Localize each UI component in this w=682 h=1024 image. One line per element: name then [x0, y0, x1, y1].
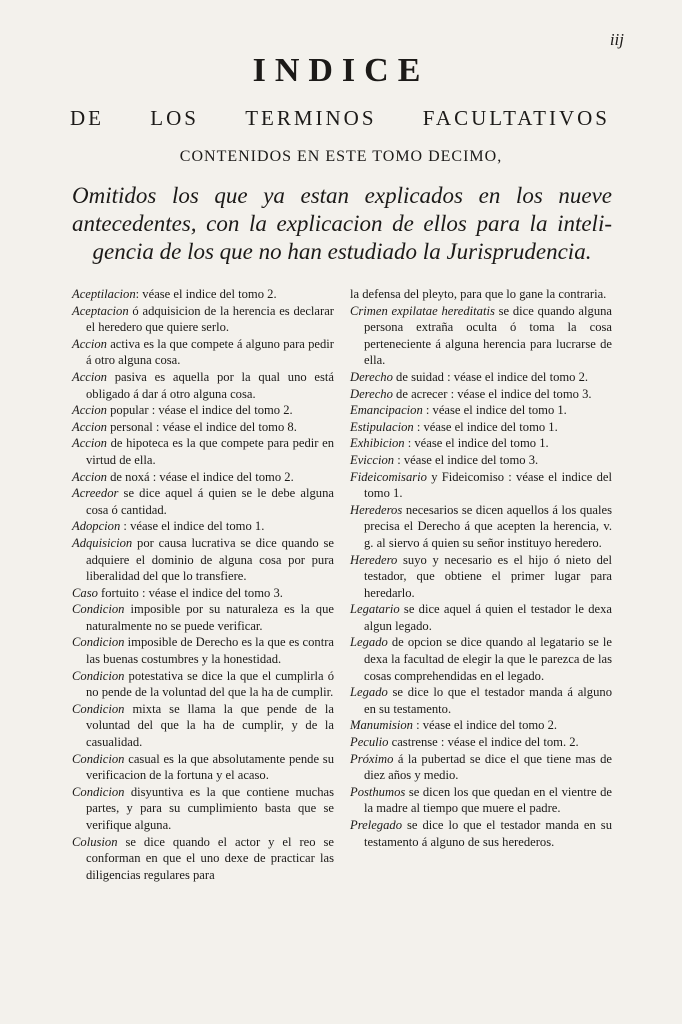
- index-definition: : véase el indice del tomo 1.: [413, 419, 558, 434]
- index-term: Fideicomisario: [350, 469, 427, 484]
- index-entry: [72, 336, 334, 369]
- index-definition: : véase el indice del tomo 1.: [120, 519, 265, 534]
- index-definition: imposible por su naturaleza es la que naturalmente no se puede verificar.: [86, 602, 334, 633]
- index-entry: [350, 817, 612, 850]
- index-entry: [350, 402, 612, 419]
- index-definition: se dice quando el actor y el reo se conforman en que el uno dexe de practicar las diligencias regulares para: [86, 834, 334, 882]
- index-term: Adopcion: [72, 519, 121, 534]
- index-term: Adquisicion: [72, 535, 133, 550]
- index-entry: [350, 717, 612, 734]
- omitidos-line: gencia de los que no han estudiado la Jurisprudencia.: [92, 239, 592, 264]
- index-term: Acreedor: [72, 486, 119, 501]
- index-entry: [350, 419, 612, 436]
- right-column: [350, 286, 612, 883]
- index-term: Herederos: [350, 502, 403, 517]
- contenidos-line: CONTENIDOS EN ESTE TOMO DECIMO,: [179, 148, 503, 165]
- index-definition: se dice lo que el testador manda en su testamento á alguno de sus herederos.: [364, 818, 612, 849]
- index-definition: se dice lo que el testador manda á alguno en su testamento.: [364, 685, 612, 716]
- index-term: Accion: [72, 436, 107, 451]
- index-definition: se dicen los que quedan en el vientre de la madre al tiempo que muere el padre.: [364, 784, 612, 816]
- index-term: Caso: [72, 585, 98, 600]
- index-entry: [350, 734, 612, 751]
- index-entry: [72, 518, 334, 535]
- index-entry: [350, 502, 612, 552]
- index-term: Aceptilacion: [72, 287, 136, 301]
- index-definition: popular : véase el indice del tomo 2.: [106, 403, 293, 418]
- index-entry: [350, 784, 612, 817]
- index-definition: se dice aquel á quien el testador le dexa algun legado.: [364, 602, 612, 633]
- index-definition: personal : véase el indice del tomo 8.: [106, 419, 297, 434]
- index-entry: [350, 386, 612, 403]
- index-entry: [72, 535, 334, 585]
- index-definition: potestativa se dice la que el cumplirla ó no pende de la voluntad del que la ha de cumplir.: [86, 668, 334, 700]
- index-term: Aceptacion: [72, 303, 129, 318]
- index-definition: y Fideicomiso : véase el indice del tomo 1.: [364, 469, 612, 501]
- omitidos-line: Omitidos los que ya estan explicados en los nueve: [72, 183, 612, 208]
- index-term: Prelegado: [350, 818, 402, 832]
- index-entry: [72, 668, 334, 701]
- index-definition: : véase el indice del tomo 2.: [412, 718, 558, 733]
- index-columns: [72, 286, 612, 883]
- index-entry: [72, 286, 334, 303]
- index-definition: se dice aquel á quien se le debe alguna cosa ó cantidad.: [86, 486, 334, 517]
- index-term: Accion: [72, 403, 107, 418]
- page-title: INDICE: [252, 52, 430, 89]
- index-definition: la defensa del pleyto, para que lo gane la contraria.: [350, 287, 607, 301]
- index-definition: : véase el indice del tomo 1.: [404, 436, 549, 451]
- index-term: Peculio: [350, 735, 389, 750]
- index-definition: de acrecer : véase el indice del tomo 3.: [392, 386, 592, 401]
- index-term: Condicion: [72, 635, 125, 650]
- index-term: Colusion: [72, 834, 118, 849]
- index-definition: necesarios se dicen aquellos á los quales precisa el Derecho á que acepten la herencia, v. g. al siervo á quien su señor instituyo heredero.: [364, 502, 612, 550]
- index-term: Heredero: [350, 552, 398, 567]
- index-entry: [72, 419, 334, 436]
- subtitle-word: DE: [70, 106, 104, 130]
- index-entry: [350, 286, 612, 303]
- index-definition: por causa lucrativa se dice quando se adquiere el dominio de alguna cosa por pura liberalidad del que lo transfiere.: [86, 535, 334, 584]
- index-term: Legatario: [350, 602, 400, 617]
- page-number: iij: [609, 30, 624, 49]
- index-entry: [350, 751, 612, 784]
- index-entry: [72, 435, 334, 468]
- index-entry: [350, 303, 612, 369]
- index-entry: [350, 601, 612, 634]
- index-entry: [350, 634, 612, 684]
- index-term: Derecho: [350, 369, 393, 384]
- index-term: Accion: [72, 369, 107, 384]
- subtitle-word: LOS: [150, 106, 199, 130]
- subtitle: [70, 106, 610, 131]
- index-definition: : véase el indice del tomo 2.: [135, 287, 277, 301]
- index-entry: [72, 485, 334, 518]
- index-term: Emancipacion: [350, 403, 423, 418]
- index-entry: [72, 469, 334, 486]
- index-entry: [72, 751, 334, 784]
- index-definition: activa es la que compete á alguno para pedir á otro alguna cosa.: [86, 336, 334, 368]
- index-definition: de opcion se dice quando al legatario se le dexa la facultad de elegir la que le parezca de las cosas comprehendidas en el legado.: [364, 635, 612, 683]
- index-term: Eviccion: [350, 452, 395, 467]
- index-term: Accion: [72, 419, 107, 434]
- index-definition: : véase el indice del tomo 3.: [394, 452, 539, 467]
- index-term: Condicion: [72, 701, 125, 716]
- index-definition: disyuntiva es la que contiene muchas partes, y para su cumplimiento basta que se verifique alguna.: [86, 784, 334, 832]
- index-definition: : véase el indice del tomo 1.: [422, 403, 567, 418]
- index-entry: [350, 552, 612, 602]
- index-definition: imposible de Derecho es la que es contra las buenas costumbres y la honestidad.: [86, 635, 334, 667]
- index-entry: [72, 601, 334, 634]
- index-entry: [350, 469, 612, 502]
- index-entry: [350, 435, 612, 452]
- index-definition: se dice quando alguna persona extraña oculta ó toma la cosa perteneciente á alguna herencia para lucrarse de ella.: [364, 303, 612, 368]
- index-definition: mixta se llama la que pende de la voluntad del que la ha de cumplir, y de la casualidad.: [86, 701, 334, 750]
- index-definition: de noxá : véase el indice del tomo 2.: [106, 469, 294, 484]
- index-term: Condicion: [72, 668, 125, 683]
- index-term: Posthumos: [350, 784, 406, 799]
- index-definition: de hipoteca es la que compete para pedir en virtud de ella.: [86, 436, 334, 467]
- index-definition: ó adquisicion de la herencia es declarar el heredero que quiere serlo.: [86, 303, 334, 335]
- index-term: Legado: [350, 635, 388, 650]
- index-term: Crimen expilatae hereditatis: [350, 303, 495, 318]
- index-term: Accion: [72, 336, 107, 351]
- index-entry: [72, 402, 334, 419]
- index-term: Condicion: [72, 751, 125, 766]
- index-term: Accion: [72, 469, 107, 484]
- index-term: Exhibicion: [350, 436, 405, 451]
- omitidos-paragraph: [72, 182, 612, 266]
- index-definition: casual es la que absolutamente pende su verificacion de la fortuna y el acaso.: [86, 751, 334, 783]
- index-definition: á la pubertad se dice el que tiene mas de diez años y medio.: [364, 751, 612, 783]
- index-definition: de suidad : véase el indice del tomo 2.: [392, 369, 589, 384]
- index-entry: [350, 452, 612, 469]
- omitidos-line: antecedentes, con la explicacion de ellos para la inteli-: [72, 211, 612, 236]
- index-definition: castrense : véase el indice del tom. 2.: [388, 735, 579, 750]
- index-entry: [72, 701, 334, 751]
- index-entry: [350, 684, 612, 717]
- index-term: Condicion: [72, 602, 125, 617]
- index-term: Próximo: [350, 751, 394, 766]
- index-entry: [72, 634, 334, 667]
- index-term: Estipulacion: [350, 419, 414, 434]
- index-term: Derecho: [350, 386, 393, 401]
- index-term: Legado: [350, 685, 388, 700]
- index-entry: [72, 585, 334, 602]
- index-term: Condicion: [72, 784, 125, 799]
- index-entry: [350, 369, 612, 386]
- index-entry: [72, 834, 334, 884]
- index-entry: [72, 303, 334, 336]
- index-definition: pasiva es aquella por la qual uno está obligado á dar á otro alguna cosa.: [86, 369, 334, 401]
- left-column: [72, 286, 334, 883]
- index-term: Manumision: [350, 718, 413, 733]
- index-definition: fortuito : véase el indice del tomo 3.: [97, 585, 283, 600]
- index-entry: [72, 784, 334, 834]
- subtitle-word: FACULTATIVOS: [422, 106, 610, 130]
- subtitle-word: TERMINOS: [245, 106, 377, 130]
- index-definition: suyo y necesario es el hijo ó nieto del testador, que obtiene el primer lugar para heredarlo.: [364, 552, 612, 600]
- index-entry: [72, 369, 334, 402]
